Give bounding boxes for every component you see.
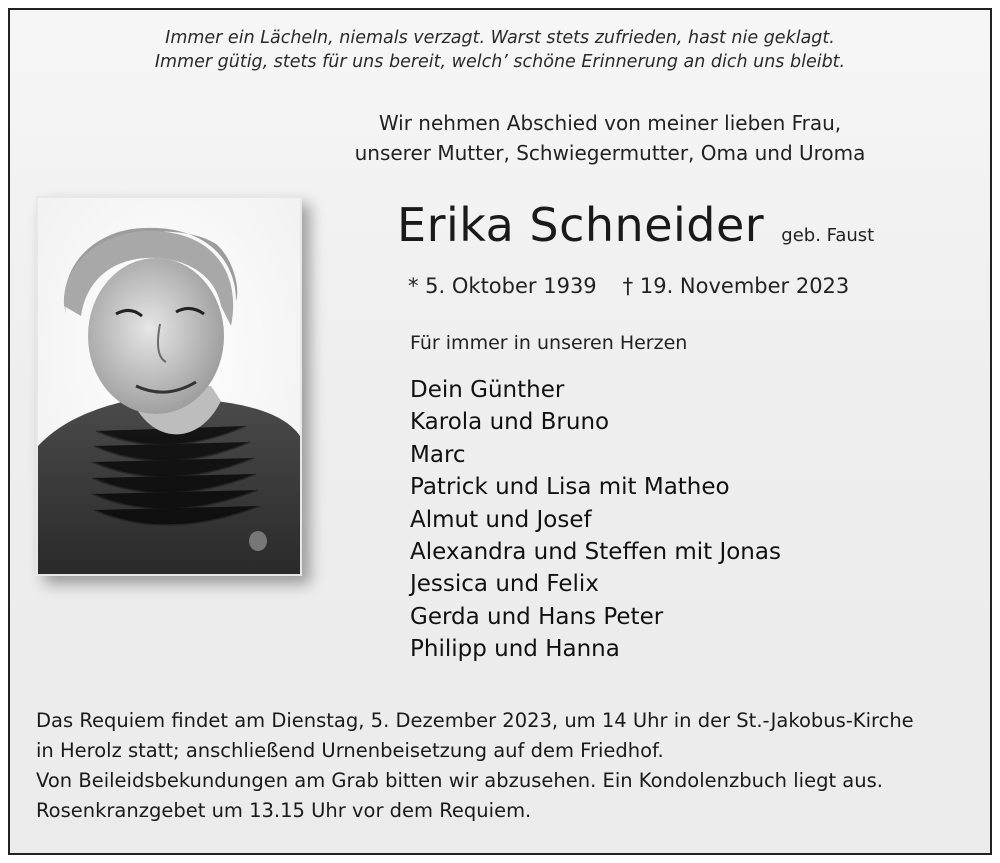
notice-line-2: in Herolz statt; anschließend Urnenbeisetzung auf dem Friedhof.: [36, 739, 664, 762]
deceased-name: Erika Schneider: [397, 198, 765, 252]
life-dates: [408, 274, 849, 298]
motto: Für immer in unseren Herzen: [410, 332, 688, 354]
poem-line-1: Immer ein Lächeln, niemals verzagt. Warst stets zufrieden, hast nie geklagt.: [165, 28, 835, 48]
service-notice: [36, 706, 976, 826]
family-member: Dein Günther: [410, 377, 565, 403]
family-member: Patrick und Lisa mit Matheo: [410, 474, 730, 501]
family-member: Philipp und Hanna: [410, 636, 620, 663]
notice-line-4: Rosenkranzgebet um 13.15 Uhr vor dem Requiem.: [36, 799, 532, 822]
intro-line-1: Wir nehmen Abschied von meiner lieben Frau,: [378, 111, 842, 135]
poem: [0, 26, 1000, 74]
death-date: † 19. November 2023: [622, 274, 850, 298]
family-member: Gerda und Hans Peter: [410, 603, 664, 630]
notice-line-1: Das Requiem findet am Dienstag, 5. Dezember 2023, um 14 Uhr in der St.-Jakobus-Kirche: [36, 709, 914, 732]
portrait-illustration: [36, 196, 302, 576]
birth-date: * 5. Oktober 1939: [408, 274, 597, 298]
family-list: [410, 374, 781, 666]
name-line: [397, 198, 874, 252]
poem-line-2: Immer gütig, stets für uns bereit, welch’ schöne Erinnerung an dich uns bleibt.: [154, 52, 846, 72]
notice-line-3: Von Beileidsbekundungen am Grab bitten wir abzusehen. Ein Kondolenzbuch liegt aus.: [36, 769, 883, 792]
family-member: Karola und Bruno: [410, 409, 610, 436]
intro-text: [330, 108, 890, 168]
family-member: Alexandra und Steffen mit Jonas: [410, 539, 781, 566]
intro-line-2: unserer Mutter, Schwiegermutter, Oma und Uroma: [354, 141, 866, 165]
maiden-name: geb. Faust: [781, 225, 875, 246]
family-member: Jessica und Felix: [410, 571, 599, 598]
family-member: Almut und Josef: [410, 506, 592, 533]
portrait-photo: [36, 196, 302, 576]
family-member: Marc: [410, 441, 466, 468]
